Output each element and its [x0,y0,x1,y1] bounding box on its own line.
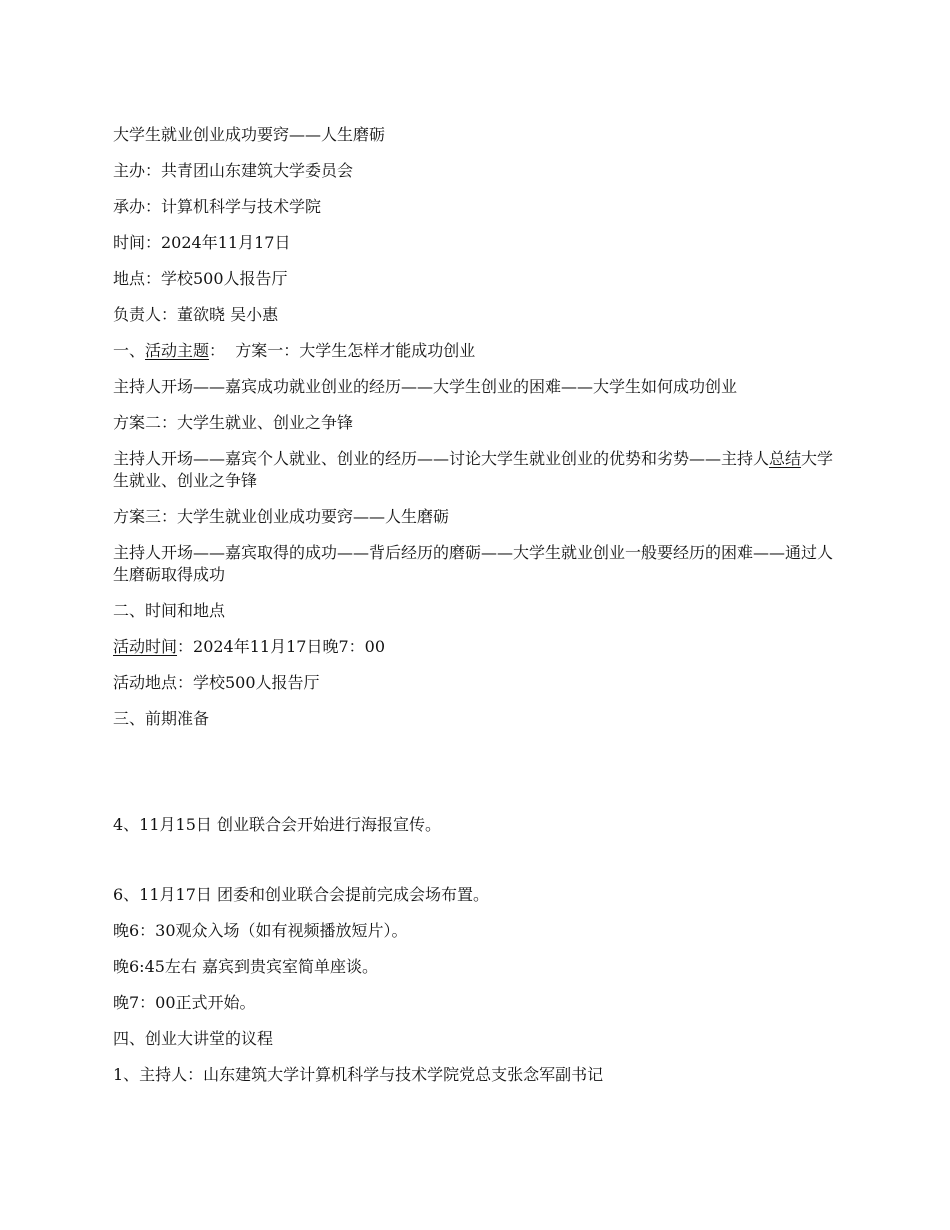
section-2-heading: 二、时间和地点 [113,601,226,620]
time-line: 时间：2024年11月17日 [113,233,291,252]
plan-2-flow [113,448,843,492]
section-3-heading: 三、前期准备 [113,709,210,728]
place-line: 地点：学校500人报告厅 [113,269,288,288]
evening-schedule-1: 晚6：30观众入场（如有视频播放短片）。 [113,921,408,940]
evening-schedule-2: 晚6:45左右 嘉宾到贵宾室简单座谈。 [113,957,379,976]
leaders-line: 负责人：董欲晓 吴小惠 [113,305,279,324]
section-1-prefix: 一、 [113,341,146,360]
document-body [113,124,843,1100]
section-4-heading: 四、创业大讲堂的议程 [113,1029,274,1048]
plan-2-flow-underlined: 总结 [769,449,802,468]
blank-gap [113,850,843,884]
activity-time-label: 活动时间 [113,637,178,656]
section-1-underlined: 活动主题 [145,341,210,360]
organizer-line: 主办：共青团山东建筑大学委员会 [113,161,354,180]
section-1-heading [113,340,843,362]
agenda-item-1: 1、主持人：山东建筑大学计算机科学与技术学院党总支张念军副书记 [113,1065,604,1084]
prep-item-6: 6、11月17日 团委和创业联合会提前完成会场布置。 [113,885,489,904]
activity-place-line: 活动地点：学校500人报告厅 [113,673,320,692]
plan-2-flow-before: 主持人开场——嘉宾个人就业、创业的经历——讨论大学生就业创业的优势和劣势——主持人 [113,449,770,468]
activity-time-line [113,636,843,658]
blank-gap [113,744,843,814]
prep-item-4: 4、11月15日 创业联合会开始进行海报宣传。 [113,815,441,834]
plan-2-title: 方案二：大学生就业、创业之争锋 [113,413,354,432]
activity-time-value: ：2024年11月17日晚7：00 [177,637,385,656]
plan-3-flow: 主持人开场——嘉宾取得的成功——背后经历的磨砺——大学生就业创业一般要经历的困难——通过人生磨砺取得成功 [113,543,834,584]
section-1-suffix: ： 方案一：大学生怎样才能成功创业 [209,341,476,360]
co-organizer-line: 承办：计算机科学与技术学院 [113,197,322,216]
plan-2-flow-after: 大学生就业、创业之争锋 [113,449,834,490]
evening-schedule-3: 晚7：00正式开始。 [113,993,256,1012]
doc-title: 大学生就业创业成功要窍——人生磨砺 [113,125,386,144]
plan-3-title: 方案三：大学生就业创业成功要窍——人生磨砺 [113,507,450,526]
plan-1-flow: 主持人开场——嘉宾成功就业创业的经历——大学生创业的困难——大学生如何成功创业 [113,377,738,396]
